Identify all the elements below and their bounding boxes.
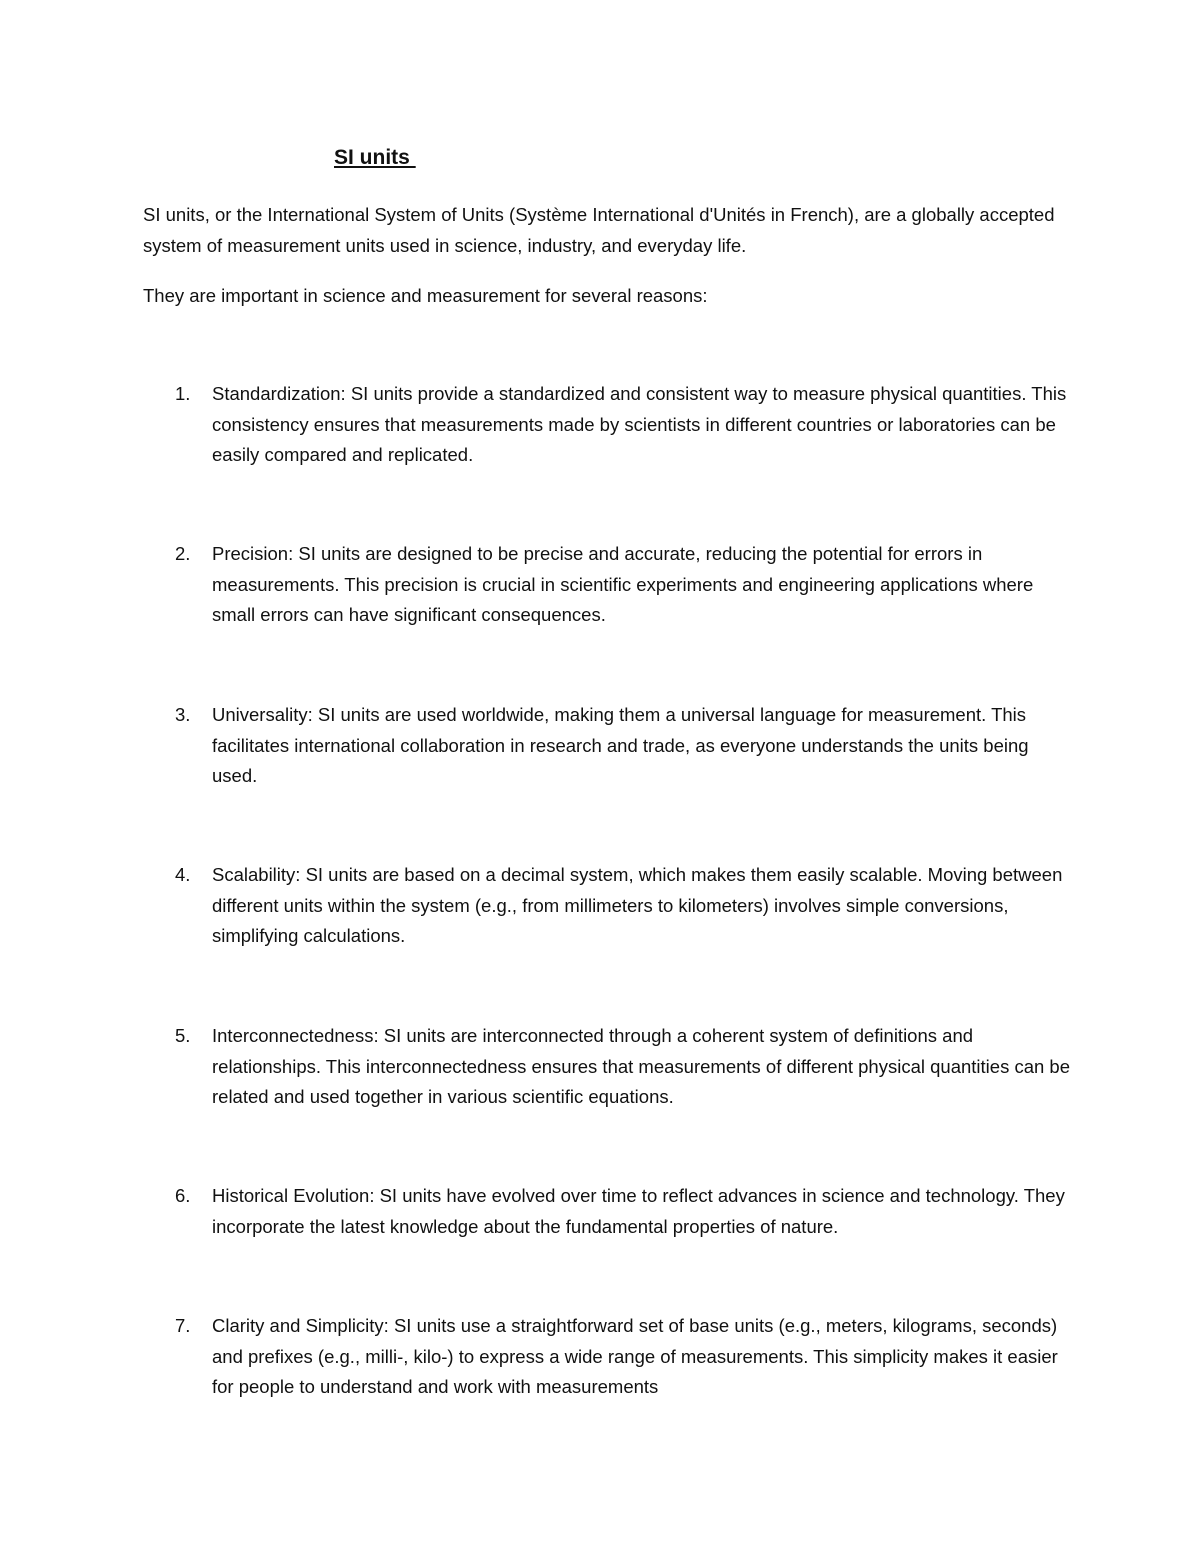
intro-paragraph: SI units, or the International System of Units (Système International d'Unités in French), are a globally accepted system of measurement units used in science, industry, and everyday life. (143, 204, 1055, 256)
list-item-text: Clarity and Simplicity: SI units use a straightforward set of base units (e.g., meters, kilograms, seconds) and prefixes (e.g., milli-, kilo-) to express a wide range of measurements. This simplicity makes it easier for people to understand and work with measurements (212, 1315, 1058, 1397)
list-item-text: Interconnectedness: SI units are interconnected through a coherent system of definitions and relationships. This interconnectedness ensures that measurements of different physical quantities can be related and used together in various scientific equations. (212, 1025, 1071, 1107)
list-item-number: 1. (175, 383, 191, 404)
document-title: SI units (334, 146, 416, 169)
list-item-text: Scalability: SI units are based on a decimal system, which makes them easily scalable. Moving between different units within the system (e.g., from millimeters to kilometers) involves simple conversions, simplifying calculations. (212, 864, 1063, 946)
list-item-number: 5. (175, 1025, 191, 1046)
list-item-number: 3. (175, 704, 191, 725)
list-item-text: Precision: SI units are designed to be precise and accurate, reducing the potential for errors in measurements. This precision is crucial in scientific experiments and engineering applications where small errors can have significant consequences. (212, 543, 1034, 625)
list-item-text: Universality: SI units are used worldwide, making them a universal language for measurement. This facilitates international collaboration in research and trade, as everyone understands the units being used. (212, 704, 1029, 786)
list-item-text: Historical Evolution: SI units have evolved over time to reflect advances in science and technology. They incorporate the latest knowledge about the fundamental properties of nature. (212, 1185, 1065, 1237)
lead-paragraph: They are important in science and measurement for several reasons: (143, 285, 708, 306)
list-item-number: 4. (175, 864, 191, 885)
list-item-text: Standardization: SI units provide a standardized and consistent way to measure physical quantities. This consistency ensures that measurements made by scientists in different countries or laboratories can be easily compared and replicated. (212, 383, 1067, 465)
list-item-number: 6. (175, 1185, 191, 1206)
list-item-number: 7. (175, 1315, 191, 1336)
list-item-number: 2. (175, 543, 191, 564)
